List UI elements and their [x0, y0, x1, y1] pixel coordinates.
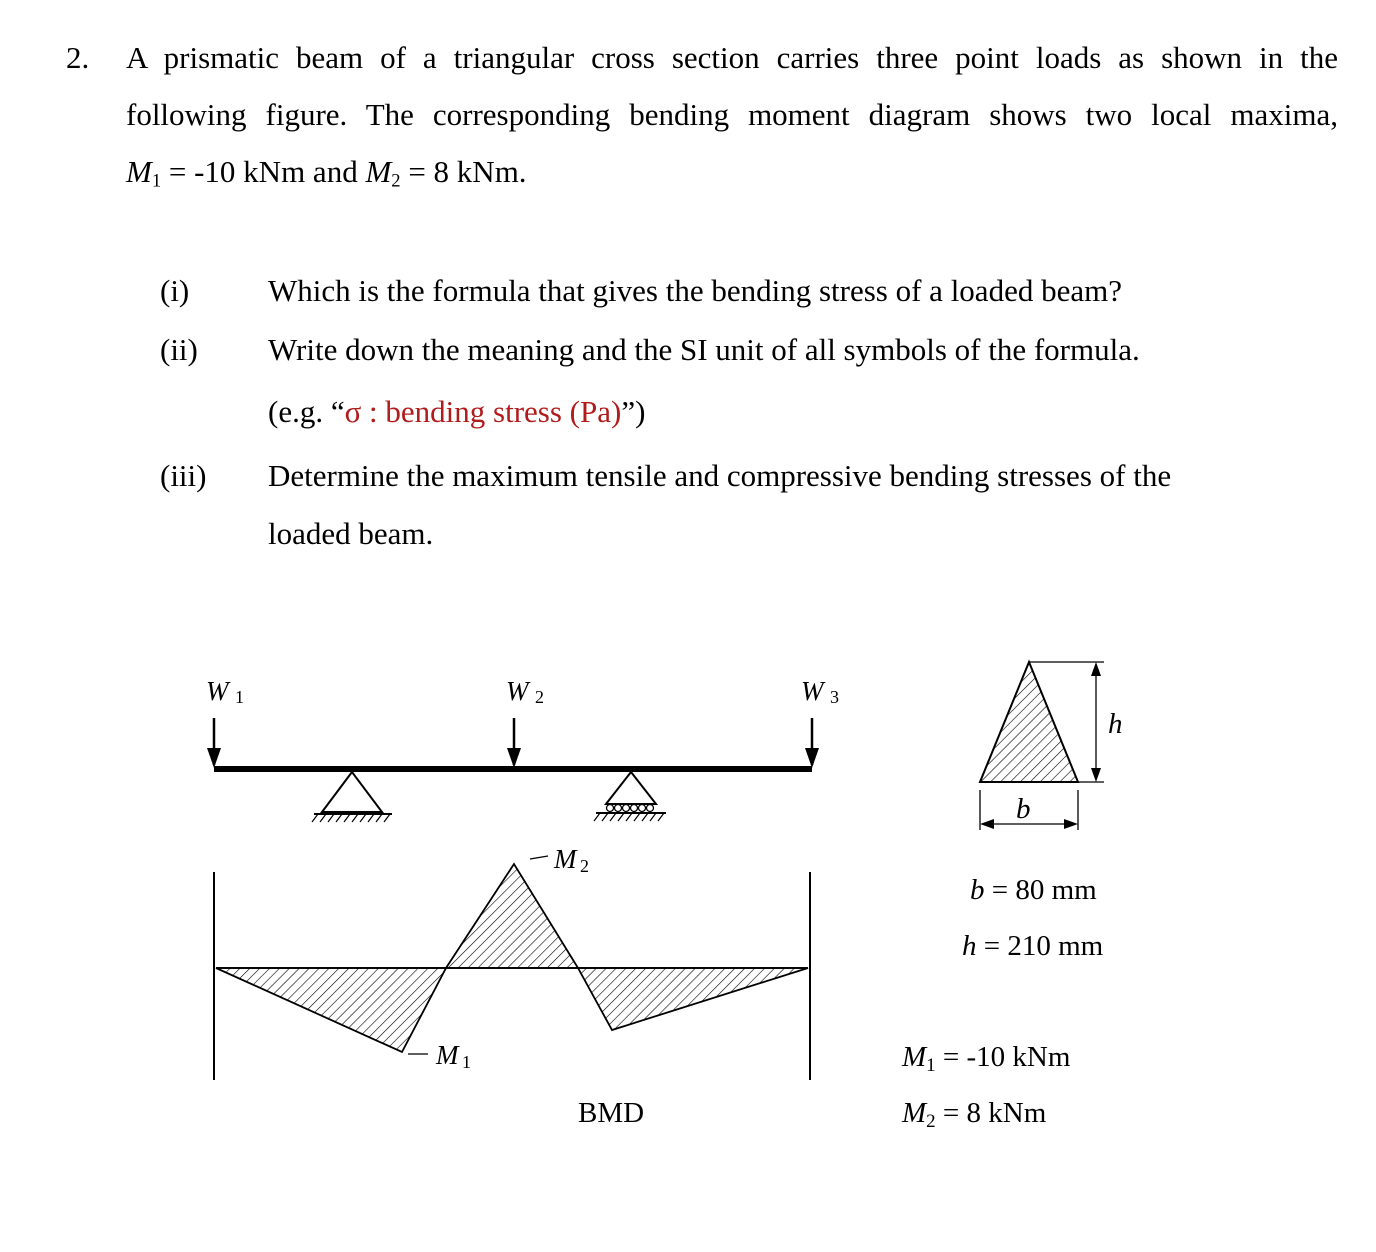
subquestion-3-text-line-2: loaded beam. — [268, 516, 434, 551]
m2-subscript: 2 — [391, 170, 401, 192]
subquestion-1-label: (i) — [160, 273, 190, 308]
subquestion-2-label: (ii) — [160, 332, 198, 367]
load-w1-symbol: W — [206, 676, 229, 706]
bmd-m1-subscript: 1 — [462, 1052, 471, 1072]
h-value-symbol: h — [962, 930, 977, 962]
m2-value: = 8 kNm. — [400, 154, 527, 189]
load-w3-subscript: 3 — [830, 687, 839, 707]
m1-value-subscript: 1 — [926, 1055, 936, 1076]
m2-value-text: = 8 kNm — [935, 1097, 1047, 1129]
bmd-positive-region — [446, 864, 578, 968]
m1-subscript: 1 — [151, 170, 162, 192]
subquestion-1-text: Which is the formula that gives the bending stress of a loaded beam? — [268, 273, 1122, 308]
section-h-symbol: h — [1108, 708, 1123, 740]
load-w2-subscript: 2 — [535, 687, 544, 707]
question-line-1: A prismatic beam of a triangular cross section carries three point loads as shown in the — [126, 40, 1338, 75]
h-value-text: = 210 mm — [976, 930, 1104, 962]
question-line-2: following figure. The corresponding bending moment diagram shows two local maxima, — [126, 97, 1338, 132]
pin-support — [312, 772, 392, 822]
load-w1-subscript: 1 — [235, 687, 244, 707]
m1-value-symbol: M — [902, 1041, 927, 1073]
b-dimension-value — [970, 874, 1097, 906]
subquestion-2-text: Write down the meaning and the SI unit of all symbols of the formula. — [268, 332, 1140, 367]
m2-value-symbol: M — [902, 1097, 927, 1129]
bmd-negative-region-right — [578, 968, 808, 1030]
roller-support — [594, 772, 666, 821]
bending-moment-diagram — [216, 864, 808, 1052]
m2-leader-line — [530, 856, 548, 859]
m2-value-subscript: 2 — [926, 1111, 936, 1132]
load-w3-symbol: W — [801, 676, 824, 706]
triangular-cross-section — [980, 662, 1104, 830]
bmd-negative-region-left — [216, 968, 446, 1052]
bmd-m2-symbol: M — [554, 844, 577, 874]
load-w2-symbol: W — [506, 676, 529, 706]
beam — [214, 766, 812, 772]
m2-symbol: M — [365, 154, 392, 189]
section-b-symbol: b — [1016, 793, 1031, 825]
load-arrows — [207, 718, 819, 768]
subquestion-3-label: (iii) — [160, 458, 207, 493]
example-red-text: σ : bending stress (Pa) — [344, 394, 622, 429]
subquestion-3-text-line-1: Determine the maximum tensile and compressive bending stresses of the — [268, 458, 1172, 493]
m1-value: = -10 kNm and — [161, 154, 366, 189]
m2-moment-value — [901, 1097, 1047, 1132]
example-open: (e.g. “ — [268, 394, 345, 429]
example-close: ”) — [621, 394, 646, 429]
b-value-text: = 80 mm — [984, 874, 1097, 906]
question-number: 2. — [66, 40, 90, 75]
b-value-symbol: b — [970, 874, 985, 906]
h-dimension-value — [962, 930, 1104, 962]
bmd-m1-symbol: M — [436, 1040, 459, 1070]
m1-moment-value — [901, 1041, 1071, 1076]
bmd-m2-subscript: 2 — [580, 856, 589, 876]
bmd-label: BMD — [578, 1097, 645, 1129]
m1-value-text: = -10 kNm — [935, 1041, 1071, 1073]
m1-symbol: M — [126, 154, 152, 189]
